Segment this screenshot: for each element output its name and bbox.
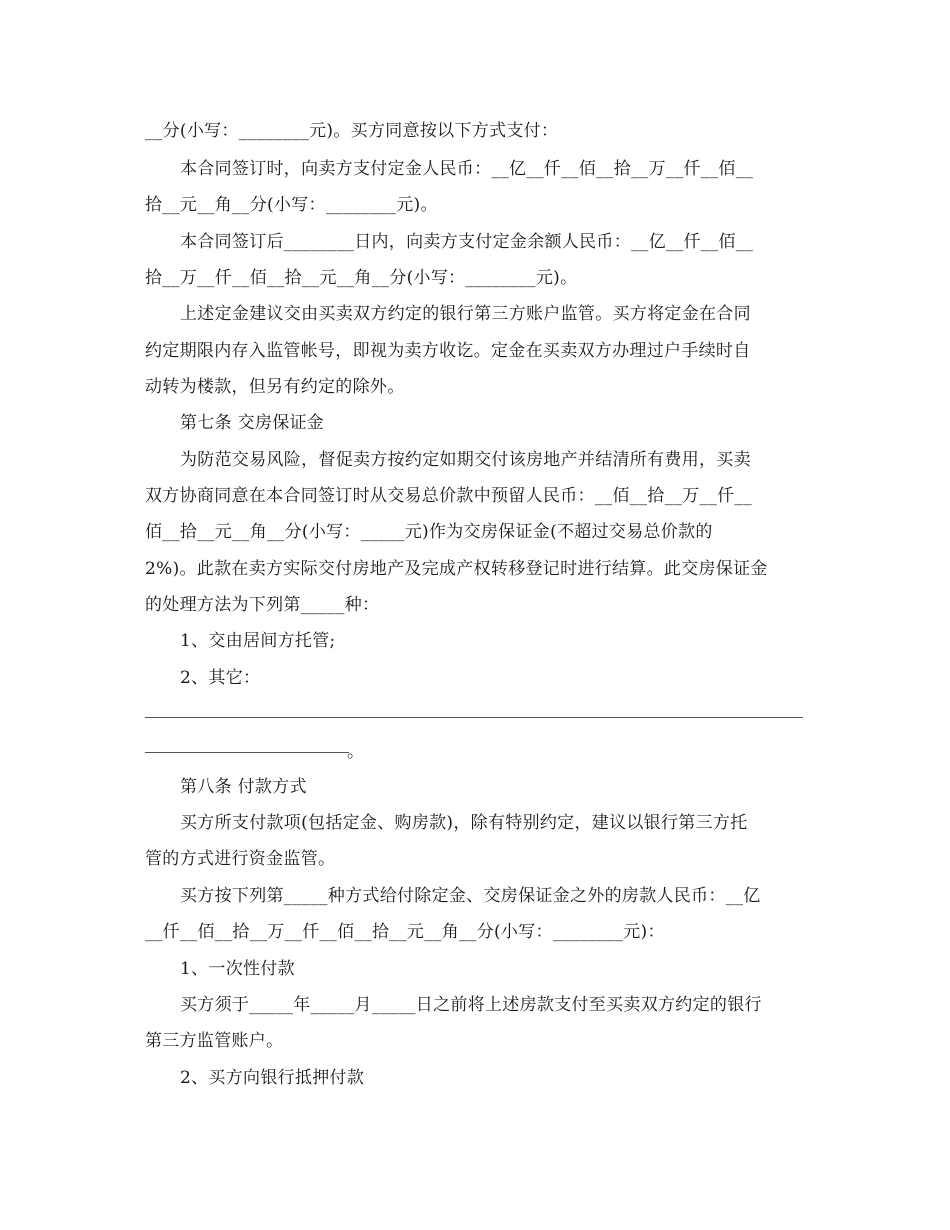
text-line-7: 约定期限内存入监管帐号，即视为卖方收讫。定金在买卖双方办理过户手续时自 (145, 341, 751, 361)
text-line-6: 上述定金建议交由买卖双方约定的银行第三方账户监管。买方将定金在合同 (180, 304, 751, 324)
text-line-12: 佰__拾__元__角__分(小写：_____元)作为交房保证金(不超过交易总价款的 (145, 522, 713, 542)
text-line-19: 买方所支付款项(包括定金、购房款)，除有特别约定，建议以银行第三方托 (180, 813, 748, 833)
text-line-2: 本合同签订时，向卖方支付定金人民币：__亿__仟__佰__拾__万__仟__佰__ (180, 159, 754, 179)
text-line-period: 。 (347, 742, 365, 762)
text-line-8: 动转为楼款，但另有约定的除外。 (145, 377, 405, 397)
fill-in-line (145, 717, 803, 718)
section-heading-8: 第八条 付款方式 (180, 777, 307, 797)
text-line-4: 本合同签订后________日内，向卖方支付定金余额人民币：__亿__仟__佰__ (180, 232, 754, 252)
list-item-payment-1: 1、一次性付款 (180, 959, 295, 979)
section-heading-7: 第七条 交房保证金 (180, 413, 325, 433)
text-line-3: 拾__元__角__分(小写：________元)。 (145, 195, 438, 215)
fill-in-line-short (145, 752, 349, 753)
text-line-21: 买方按下列第_____种方式给付除定金、交房保证金之外的房款人民币：__亿 (180, 886, 761, 906)
list-item-2: 2、其它： (180, 668, 261, 688)
list-item-1: 1、交由居间方托管; (180, 631, 336, 651)
text-line-13: 2%)。此款在卖方实际交付房地产及完成产权转移登记时进行结算。此交房保证金 (145, 559, 768, 579)
text-line-24: 买方须于_____年_____月_____日之前将上述房款支付至买卖双方约定的银行 (180, 995, 762, 1015)
text-line-14: 的处理方法为下列第_____种： (145, 595, 380, 615)
text-line-5: 拾__万__仟__佰__拾__元__角__分(小写：________元)。 (145, 268, 578, 288)
text-line-11: 双方协商同意在本合同签订时从交易总价款中预留人民币：__佰__拾__万__仟__ (145, 486, 752, 506)
text-line-10: 为防范交易风险，督促卖方按约定如期交付该房地产并结清所有费用，买卖 (180, 450, 751, 470)
text-line-22: __仟__佰__拾__万__仟__佰__拾__元__角__分(小写：________元)： (145, 922, 665, 942)
text-line-1: __分(小写：________元)。买方同意按以下方式支付： (145, 121, 559, 141)
text-line-20: 管的方式进行资金监管。 (145, 849, 336, 869)
list-item-payment-2: 2、买方向银行抵押付款 (180, 1068, 365, 1088)
text-line-25: 第三方监管账户。 (145, 1031, 284, 1051)
